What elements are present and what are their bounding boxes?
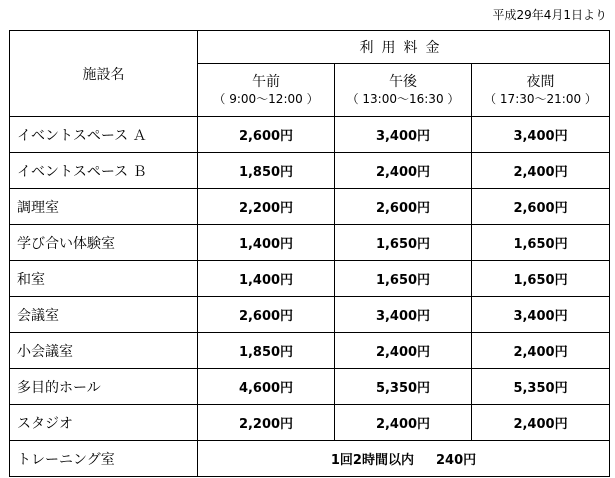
table-row [10,189,610,225]
fee-cell-afternoon: 2,400円 [335,333,472,369]
effective-date: 平成29年4月1日より [492,8,607,22]
slot-name: 午前 [252,74,280,90]
fee-cell-morning: 2,200円 [198,189,335,225]
fee-cell-night: 3,400円 [472,297,610,333]
facility-name-cell: 和室 [10,261,198,297]
fee-cell-morning: 2,600円 [198,297,335,333]
facility-name-cell: イベントスペース Ｂ [10,153,198,189]
fee-cell-night: 5,350円 [472,369,610,405]
fee-cell-morning: 1,400円 [198,225,335,261]
fee-cell-afternoon: 1,650円 [335,261,472,297]
facility-fee-table [9,30,610,477]
facility-name-cell: イベントスペース Ａ [10,117,198,153]
slot-time: （ 13:00～16:30 ） [346,92,460,106]
fee-cell-night: 2,400円 [472,333,610,369]
training-room-price: 240円 [435,453,477,468]
table-row [10,117,610,153]
fee-cell-night: 2,400円 [472,153,610,189]
fee-cell-night: 1,650円 [472,261,610,297]
training-room-row [10,441,610,477]
fee-cell-morning: 2,600円 [198,117,335,153]
slot-name: 夜間 [526,74,555,90]
facility-column-header: 施設名 [10,31,198,117]
table-row [10,225,610,261]
fee-cell-night: 2,600円 [472,189,610,225]
slot-header-night [472,64,610,117]
fee-cell-night: 3,400円 [472,117,610,153]
fee-cell-night: 1,650円 [472,225,610,261]
fee-cell-afternoon: 2,400円 [335,405,472,441]
facility-name-cell: 多目的ホール [10,369,198,405]
fee-cell-night: 2,400円 [472,405,610,441]
table-row [10,297,610,333]
fee-cell-morning: 1,850円 [198,153,335,189]
fee-cell-afternoon: 2,400円 [335,153,472,189]
table-row [10,405,610,441]
facility-name-cell: 会議室 [10,297,198,333]
fee-cell-afternoon: 5,350円 [335,369,472,405]
table-row [10,261,610,297]
facility-name-cell: 学び合い体験室 [10,225,198,261]
slot-header-morning [198,64,335,117]
fee-cell-morning: 4,600円 [198,369,335,405]
fee-cell-afternoon: 3,400円 [335,117,472,153]
fee-cell-morning: 1,850円 [198,333,335,369]
table-row [10,333,610,369]
table-row [10,369,610,405]
training-room-fee-cell [198,441,610,477]
fee-cell-afternoon: 2,600円 [335,189,472,225]
slot-header-afternoon [335,64,472,117]
facility-name-cell: トレーニング室 [10,441,198,477]
facility-name-cell: 小会議室 [10,333,198,369]
slot-time: （ 9:00～12:00 ） [213,92,319,106]
training-room-note: 1回2時間以内 [330,453,414,468]
table-row [10,153,610,189]
facility-name-cell: スタジオ [10,405,198,441]
fee-column-header: 利用料金 [198,31,610,64]
fee-cell-afternoon: 3,400円 [335,297,472,333]
facility-name-cell: 調理室 [10,189,198,225]
fee-cell-morning: 1,400円 [198,261,335,297]
slot-time: （ 17:30～21:00 ） [484,92,597,106]
fee-cell-morning: 2,200円 [198,405,335,441]
slot-name: 午後 [389,74,417,90]
fee-cell-afternoon: 1,650円 [335,225,472,261]
header-row-top [10,31,610,64]
